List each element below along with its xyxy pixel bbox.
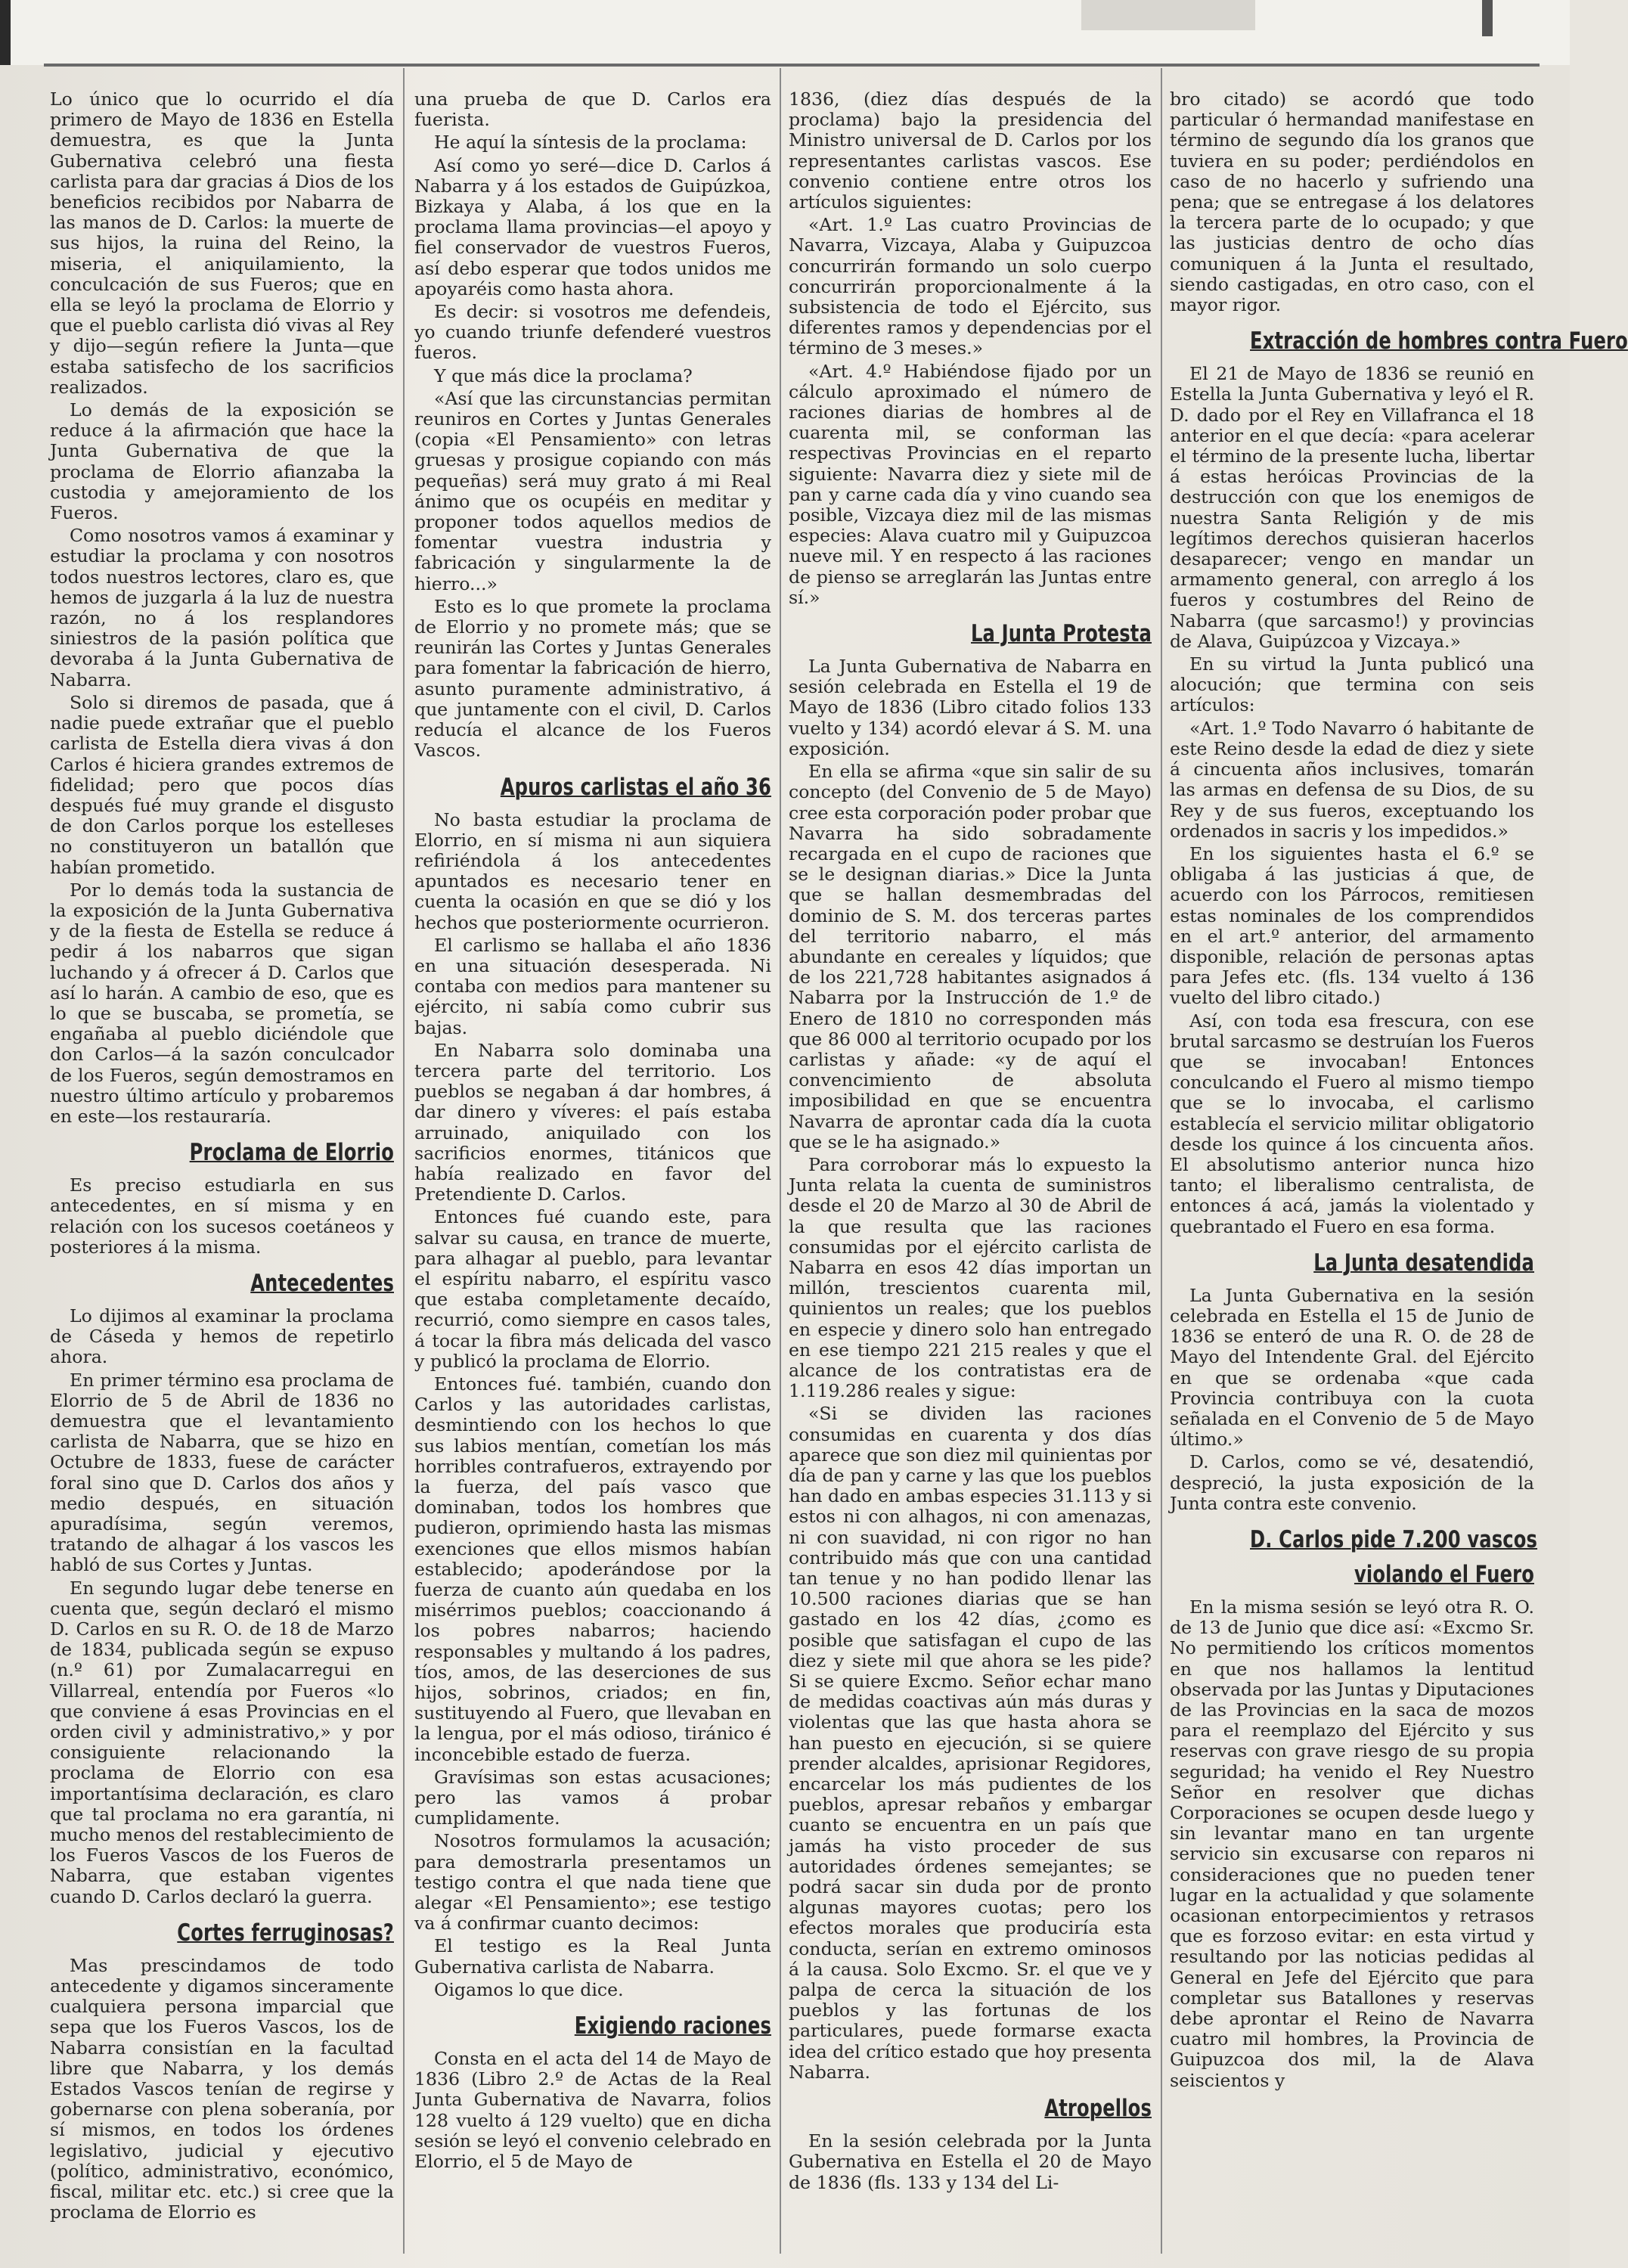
section-heading: Proclama de Elorrio xyxy=(189,1139,394,1167)
paragraph: En ella se afirma «que sin salir de su concepto (del Convenio de 5 de Mayo) cree esta corporación poder probar que Navarra ha sido sobradamente recargada en el cupo de raciones que se le designan diarias.» Dice la Junta que se hallan desmembradas del dominio de S. M. dos terceras partes del territorio nabarro, el más abundante en cereales y líquidos; que de los 221,728 habitantes asignados á Nabarra por la Instrucción de 1.º de Enero de 1810 no corresponden más que 86 000 al territorio ocupado por los carlistas y añade: «y de aquí el convencimiento de absoluta imposibilidad en que se encuentra Navarra de aprontar cada día la cuota que se le ha asignado.» xyxy=(789,761,1152,1153)
column-2 xyxy=(414,89,771,2260)
paragraph: Así, con toda esa frescura, con ese brutal sarcasmo se destruían los Fueros que se invocaban! Entonces conculcando el Fuero al mismo tiempo que se lo invocaba, el carlismo establecía el servicio militar obligatorio desde los quince á los cincuenta años. El absolutismo anterior nunca hizo tanto; el liberalismo centralista, de entonces á acá, jamás la violentado y quebrantado el Fuero en esa forma. xyxy=(1170,1010,1534,1237)
paragraph: La Junta Gubernativa en la sesión celebrada en Estella el 15 de Junio de 1836 se enteró de una R. O. de 28 de Mayo del Intendente Gral. del Ejército en que se ordenaba «que cada Provincia contribuya con la cuota señalada en el Convenio de 5 de Mayo último.» xyxy=(1170,1284,1534,1450)
section-heading: violando el Fuero xyxy=(1354,1561,1534,1588)
paragraph: Mas prescindamos de todo antecedente y digamos sinceramente cualquiera persona imparcial que sepa que los Fueros Vascos, los de Nabarra consistían en la facultad libre que Nabarra, y los demás Estados Vascos tenían de regirse y gobernarse con plena soberanía, por sí mismos, en todos los órdenes legislativo, judicial y ejecutivo (político, administrativo, económico, fiscal, militar etc. etc.) si cree que la proclama de Elorrio es xyxy=(50,1954,394,2223)
paragraph: En primer término esa proclama de Elorrio de 5 de Abril de 1836 no demuestra que el levantamiento carlista de Nabarra, que se hizo en Octubre de 1833, fuese de carácter foral sino que D. Carlos dos años y medio después, en situación apuradísima, según veremos, tratando de alhagar á los vascos les habló de sus Cortes y Juntas. xyxy=(50,1369,394,1576)
paragraph: D. Carlos, como se vé, desatendió, despreció, la justa exposición de la Junta contra este convenio. xyxy=(1170,1451,1534,1514)
paragraph: Entonces fué. también, cuando don Carlos y las autoridades carlistas, desmintiendo con los hechos lo que sus labios mentían, cometían los más horribles contrafueros, extrayendo por la fuerza, del país vasco que dominaban, todos los hombres que pudieron, oprimiendo hasta las mismas exenciones que ellos mismos habían establecido; apoderándose por la fuerza de cuanto aún quedaba en los misérrimos pueblos; coaccionando á los pobres nabarros; haciendo responsables y multando á los padres, tíos, amos, de las deserciones de sus hijos, sobrinos, criados; en fin, sustituyendo al Fuero, que llevaban en la lengua, por el más odioso, tiránico é inconcebible estado de fuerza. xyxy=(414,1373,771,1765)
column-1 xyxy=(50,89,394,2260)
section-heading: Apuros carlistas el año 36 xyxy=(500,773,771,801)
paragraph: Como nosotros vamos á examinar y estudiar la proclama y con nosotros todos nuestros lectores, claro es, que hemos de juzgarla á la luz de nuestra razón, no á los resplandores siniestros de la pasión política que devoraba á la Junta Gubernativa de Nabarra. xyxy=(50,525,394,690)
column-4 xyxy=(1170,88,1628,2260)
header-rule xyxy=(44,64,1540,67)
paragraph: El 21 de Mayo de 1836 se reunió en Estella la Junta Gubernativa y leyó el R. D. dado por el Rey en Villafranca el 18 anterior en el que decía: «para acelerar el término de la presente lucha, libertar á estas heróicas Provincias de la destrucción con que los enemigos de nuestra Santa Religión y de mis legítimos derechos quisieran hacerlos desaparecer; vengo en mandar un armamento general, con arreglo á los fueros y costumbres del Reino de Nabarra (que sarcasmo!) y provincias de Alava, Guipúzcoa y Vizcaya.» xyxy=(1170,363,1534,652)
section-heading: Exigiendo raciones xyxy=(574,2012,771,2040)
section-heading: D. Carlos pide 7.200 vascos xyxy=(1250,1526,1538,1553)
binding-mark xyxy=(1482,0,1493,36)
column-rule xyxy=(780,68,781,2254)
paragraph: Entonces fué cuando este, para salvar su causa, en trance de muerte, para alhagar al pueblo, para levantar el espíritu nabarro, el espíritu vasco que estaba completamente decaído, recurrió, como siempre en casos tales, á tocar la fibra más delicada del vasco y publicó la proclama de Elorrio. xyxy=(414,1206,771,1372)
section-heading: Cortes ferruginosas? xyxy=(177,1919,394,1947)
paragraph: Lo único que lo ocurrido el día primero de Mayo de 1836 en Estella demuestra, es que la Junta Gubernativa celebró una fiesta carlista para dar gracias á Dios de los beneficios recibidos por Nabarra de las manos de D. Carlos: la muerte de sus hijos, la ruina del Reino, la miseria, el aniquilamiento, la conculcación de sus Fueros; que en ella se leyó la proclama de Elorrio y que el pueblo carlista dió vivas al Rey y dijo—según refiere la Junta—que estaba satisfecho de los sacrificios realizados. xyxy=(50,88,394,398)
paragraph: «Art. 4.º Habiéndose fijado por un cálculo aproximado el número de raciones diarias de hombres al de cuarenta mil, se conforman las respectivas Provincias en el reparto siguiente: Navarra diez y siete mil de pan y carne cada día y vino cuando sea posible, Vizcaya diez mil de las mismas especies: Alava cuatro mil y Guipuzcoa nueve mil. Y en respecto á las raciones de pienso se arreglarán las Juntas entre sí.» xyxy=(789,360,1152,608)
paragraph: Así como yo seré—dice D. Carlos á Nabarra y á los estados de Guipúzkoa, Bizkaya y Alaba, á los que en la proclama llama provincias—el apoyo y fiel conservador de vuestros Fueros, así debo esperar que todos unidos me apoyaréis como hasta ahora. xyxy=(414,154,771,299)
page-edge xyxy=(0,0,11,65)
paragraph: En Nabarra solo dominaba una tercera parte del territorio. Los pueblos se negaban á dar hombres, á dar dinero y víveres: el país estaba arruinado, aniquilado con los sacrificios enormes, titánicos que había realizado en favor del Pretendiente D. Carlos. xyxy=(414,1039,771,1205)
paragraph: bro citado) se acordó que todo particular ó hermandad manifestase en término de segundo día los granos que tuviera en su poder; perdiéndolos en caso de no hacerlo y sufriendo una pena; que se entregase á los delatores la tercera parte de lo ocupado; y que las justicias dentro de ocho días comuniquen á la Junta el resultado, siendo castigadas, en otro caso, con el mayor rigor. xyxy=(1170,88,1534,316)
section-heading: La Junta desatendida xyxy=(1313,1249,1534,1277)
paragraph: Gravísimas son estas acusaciones; pero las vamos á probar cumplidamente. xyxy=(414,1766,771,1829)
paragraph: Oigamos lo que dice. xyxy=(434,1978,624,2000)
column-rule xyxy=(1161,68,1162,2254)
section-heading: Atropellos xyxy=(1044,2095,1152,2123)
paragraph: Por lo demás toda la sustancia de la exposición de la Junta Gubernativa y de la fiesta de Estella se reduce á pedir á los nabarros que sigan luchando y á ofrecer á D. Carlos que así lo harán. A cambio de eso, que es lo que se buscaba, se prometía, se engañaba al pueblo diciéndole que don Carlos—á la sazón conculcador de los Fueros, según demostramos en nuestro último artículo y probaremos en este—los restauraría. xyxy=(50,879,394,1127)
paragraph: En los siguientes hasta el 6.º se obligaba á las justicias á que, de acuerdo con los Párrocos, remitiesen estas nominales de los comprendidos en el art.º anterior, del armamento disponible, relación de personas aptas para Jefes etc. (fls. 134 vuelto á 136 vuelto del libro citado.) xyxy=(1170,842,1534,1009)
paragraph: «Art. 1.º Las cuatro Provincias de Navarra, Vizcaya, Alaba y Guipuzcoa concurrirán formando un solo cuerpo concurrirán proporcionalmente á la subsistencia de todo el Ejército, sus diferentes ramos y dependencias por el término de 3 meses.» xyxy=(789,214,1152,359)
paragraph: Lo demás de la exposición se reduce á la afirmación que hace la Junta Gubernativa de que la proclama de Elorrio afianzaba la custodia y amejoramiento de los Fueros. xyxy=(50,399,394,524)
paragraph: La Junta Gubernativa de Nabarra en sesión celebrada en Estella el 19 de Mayo de 1836 (Libro citado folios 133 vuelto y 134) acordó elevar á S. M. una exposición. xyxy=(789,656,1152,759)
column-rule xyxy=(403,68,405,2254)
paragraph: Para corroborar más lo expuesto la Junta relata la cuenta de suministros desde el 20 de Marzo al 30 de Abril de la que resulta que las raciones consumidas por el ejército carlista de Nabarra en esos 42 días importan un millón, trescientos cuarenta mil, quinientos un reales; que los pueblos en especie y dinero solo han entregado en ese tiempo 221 215 reales y que el alcance de los contratistas era de 1.119.286 reales y sigue: xyxy=(789,1153,1152,1402)
paragraph: En su virtud la Junta publicó una alocución; que termina con seis artículos: xyxy=(1170,653,1534,716)
paragraph: Es decir: si vosotros me defendeis, yo cuando triunfe defenderé vuestros fueros. xyxy=(414,301,771,364)
paragraph: una prueba de que D. Carlos era fuerista. xyxy=(414,88,771,131)
paragraph: En la sesión celebrada por la Junta Gubernativa en Estella el 20 de Mayo de 1836 (fls. 133 y 134 del Li- xyxy=(789,2130,1152,2193)
paragraph: 1836, (diez días después de la proclama) bajo la presidencia del Ministro universal de D. Carlos por los representantes carlistas vascos. Ese convenio contiene entre otros los artículos siguientes: xyxy=(789,88,1152,213)
paragraph: «Art. 1.º Todo Navarro ó habitante de este Reino desde la edad de diez y siete á cincuenta años inclusives, tomarán las armas en defensa de su Dios, de su Rey y de sus fueros, exceptuando los ordenados in sacris y los impedidos.» xyxy=(1170,717,1534,842)
paragraph: He aquí la síntesis de la proclama: xyxy=(434,132,747,154)
paragraph: En segundo lugar debe tenerse en cuenta que, según declaró el mismo D. Carlos en su R. O. de 18 de Marzo de 1834, publicada según se expuso (n.º 61) por Zumalacarregui en Villarreal, entendía por Fueros «lo que conviene á esas Provincias en el orden civil y administrativo,» y por consiguiente relacionando la proclama de Elorrio con esa importantísima declaración, es claro que tal proclama no era garantía, ni mucho menos del restablecimiento de los Fueros Vascos de los Fueros de Nabarra, que estaban vigentes cuando D. Carlos declaró la guerra. xyxy=(50,1577,394,1907)
paragraph: Esto es lo que promete la proclama de Elorrio y no promete más; que se reunirán las Cortes y Juntas Generales para fomentar la fabricación de hierro, asunto puramente administrativo, á que juntamente con el civil, D. Carlos reducía el alcance de los Fueros Vascos. xyxy=(414,595,771,762)
paragraph: El carlismo se hallaba el año 1836 en una situación desesperada. Ni contaba con medios para mantener su ejército, ni sabía como cubrir sus bajas. xyxy=(414,934,771,1038)
paragraph: «Si se dividen las raciones consumidas en cuarenta y dos días aparece que son diez mil quinientas por día de pan y carne y las que los pueblos han dado en ambas especies 31.113 y si estos ni con alhagos, ni con amenazas, ni con suavidad, ni con rigor no han contribuido más que con una cantidad tan tenue y no han podido llenar las 10.500 raciones diarias que se han gastado en los 42 días, ¿como es posible que satisfagan el cupo de las diez y siete mil que ahora se les pide? Si se quiere Excmo. Señor echar mano de medidas coactivas aún más duras y violentas que las que hasta ahora se han puesto en ejecución, si se quiere prender alcaldes, aprisionar Regidores, encarcelar los más pudientes de los pueblos, apresar rebaños y embargar cuanto se encuentra en un país que jamás ha visto proceder de sus autoridades órdenes semejantes; se podrá sacar sin duda por de pronto algunas mayores cuotas; pero los efectos morales que produciría esta conducta, serían en extremo ominosos á la causa. Solo Excmo. Sr. el que ve y palpa de cerca la situación de los pueblos y las fortunas de los particulares, puede formarse exacta idea del crítico estado que hoy presenta Nabarra. xyxy=(789,1403,1152,2083)
paragraph: Solo si diremos de pasada, que á nadie puede extrañar que el pueblo carlista de Estella diera vivas á don Carlos é hiciera grandes extremos de fidelidad; pero que pocos días después fué muy grande el disgusto de don Carlos porque los estelleses no constituyeron un batallón que habían prometido. xyxy=(50,691,394,878)
paragraph: Lo dijimos al examinar la proclama de Cáseda y hemos de repetirlo ahora. xyxy=(50,1305,394,1368)
column-3 xyxy=(789,89,1152,2260)
top-margin xyxy=(0,0,1570,65)
section-heading: Extracción de hombres contra Fuero xyxy=(1250,327,1628,355)
paragraph: Nosotros formulamos la acusación; para demostrarla presentamos un testigo contra el que nada tiene que alegar «El Pensamiento»; ese testigo va á confirmar cuanto decimos: xyxy=(414,1830,771,1934)
section-heading: Antecedentes xyxy=(250,1269,394,1297)
scan-shadow xyxy=(1081,0,1255,30)
section-heading: La Junta Protesta xyxy=(970,620,1152,648)
paragraph: Es preciso estudiarla en sus antecedentes, en sí misma y en relación con los sucesos coetáneos y posteriores á la misma. xyxy=(50,1174,394,1258)
paragraph: No basta estudiar la proclama de Elorrio, en sí misma ni aun siquiera refiriéndola á los antecedentes apuntados es necesario tener en cuenta la ocasión en que se dió y los hechos que posteriormente ocurrieron. xyxy=(414,808,771,933)
paragraph: Consta en el acta del 14 de Mayo de 1836 (Libro 2.º de Actas de la Real Junta Gubernativa de Navarra, folios 128 vuelto á 129 vuelto) que en dicha sesión se leyó el convenio celebrado en Elorrio, el 5 de Mayo de xyxy=(414,2048,771,2173)
paragraph: El testigo es la Real Junta Gubernativa carlista de Nabarra. xyxy=(414,1935,771,1978)
paragraph: Y que más dice la proclama? xyxy=(434,365,693,386)
paragraph: «Así que las circunstancias permitan reuniros en Cortes y Juntas Generales (copia «El Pensamiento» con letras gruesas y prosigue copiando con más pequeñas) será muy grato á mi Real ánimo que os ocupéis en meditar y proponer todos aquellos medios de fomentar vuestra industria y fabricación y singularmente la de hierro...» xyxy=(414,387,771,594)
paragraph: En la misma sesión se leyó otra R. O. de 13 de Junio que dice así: «Excmo Sr. No permitiendo los críticos momentos en que nos hallamos la lentitud observada por las Juntas y Diputaciones de las Provincias en la saca de mozos para el reemplazo del Ejército y sus reservas con grave riesgo de su propia seguridad; ha venido el Rey Nuestro Señor en resolver que dichas Corporaciones se ocupen desde luego y sin levantar mano en tan urgente servicio sin excusarse con reparos ni consideraciones que no pueden tener lugar en la actualidad y que solamente ocasionan entorpecimientos y retrasos que es forzoso evitar: en esta virtud y resultando por las noticias pedidas al General en Jefe del Ejército que para completar sus Batallones y reservas debe aprontar el Reino de Navarra cuatro mil hombres, la Provincia de Guipuzcoa dos mil, la de Alava seiscientos y xyxy=(1170,1596,1534,2091)
